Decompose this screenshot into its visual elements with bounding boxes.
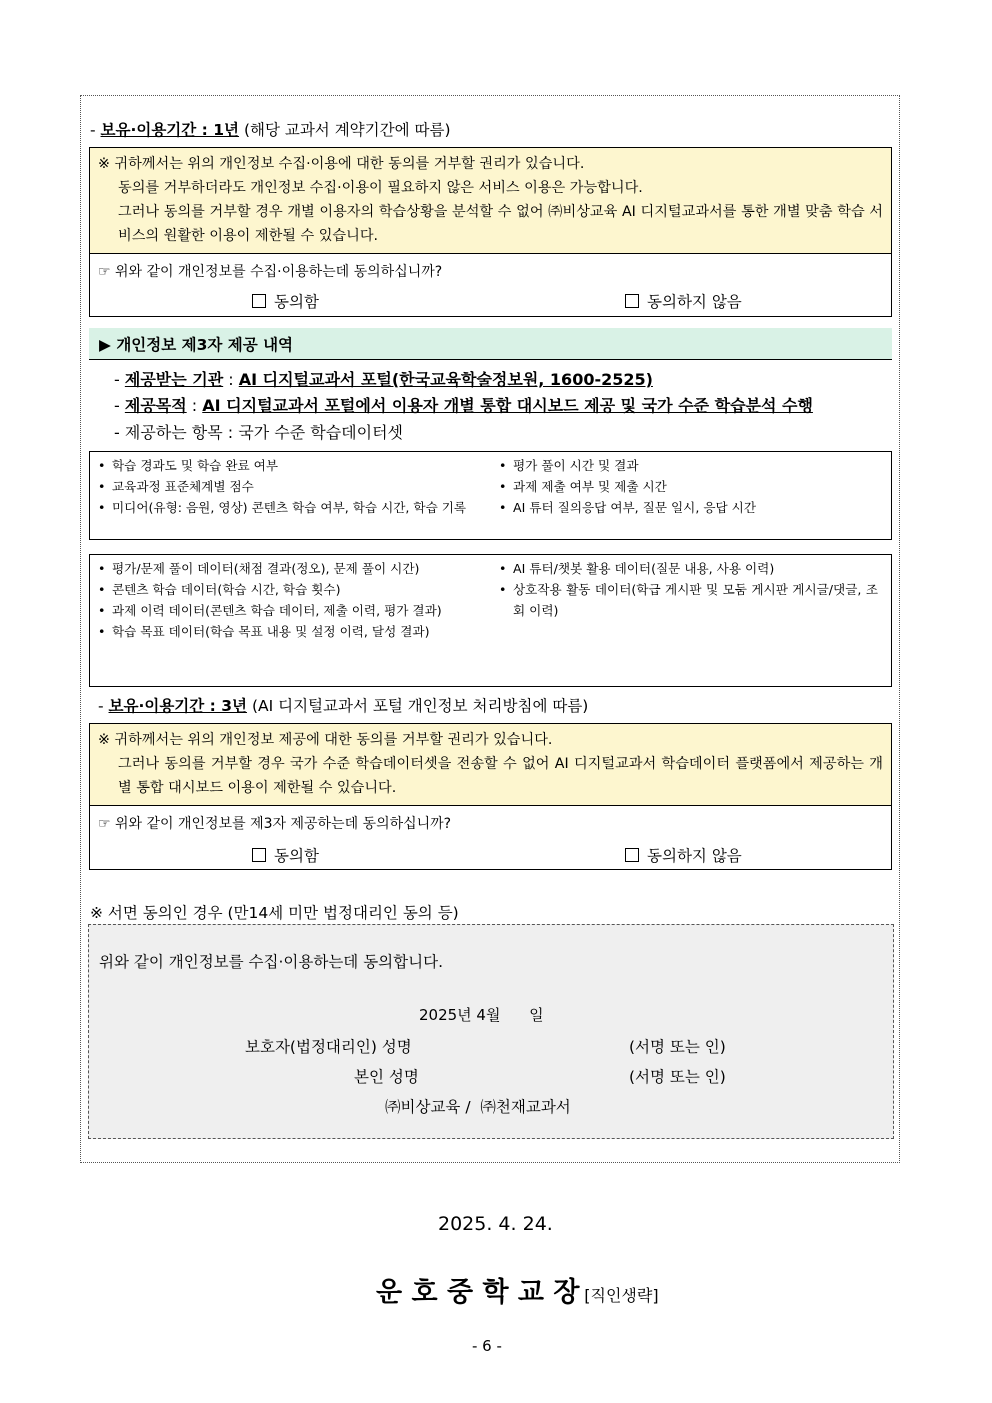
notice-1-line-2: 동의를 거부하더라도 개인정보 수집·이용이 필요하지 않은 서비스 이용은 가능합니다. xyxy=(118,180,643,196)
list-item: • 콘텐츠 학습 데이터(학습 시간, 학습 횟수) xyxy=(92,579,482,600)
consent-2-agree-option[interactable]: 동의함 xyxy=(252,844,319,866)
list-item: • 미디어(유형: 음원, 영상) 콘텐츠 학습 여부, 학습 시간, 학습 기록 xyxy=(92,497,482,518)
self-signature: (서명 또는 인) xyxy=(629,1068,726,1086)
third-party-heading: ▶ 개인정보 제3자 제공 내역 xyxy=(89,328,892,360)
items-box-1 xyxy=(89,451,892,540)
notice-box-1 xyxy=(89,147,892,254)
notice-2-line-1: ※ 귀하께서는 위의 개인정보 제공에 대한 동의를 거부할 권리가 있습니다. xyxy=(98,732,553,748)
list-item: • AI 튜터 질의응답 여부, 질문 일시, 응답 시간 xyxy=(493,497,878,518)
checkbox-icon[interactable] xyxy=(252,294,266,308)
guardian-name-label: 보호자(법정대리인) 성명 xyxy=(245,1038,412,1056)
items-box-2 xyxy=(89,554,892,687)
principal-title: 운 호 중 학 교 장 xyxy=(376,1277,580,1308)
list-item: • 학습 목표 데이터(학습 목표 내용 및 설정 이력, 달성 결과) xyxy=(92,621,482,642)
list-item: • 평가/문제 풀이 데이터(채점 결과(정오), 문제 풀이 시간) xyxy=(92,558,482,579)
consent-1-agree-option[interactable]: 동의함 xyxy=(252,290,319,312)
list-item: • 상호작용 활동 데이터(학급 게시판 및 모둠 게시판 게시글/댓글, 조회 이력) xyxy=(493,579,878,621)
document-date: 2025. 4. 24. xyxy=(438,1213,553,1235)
notice-box-2 xyxy=(89,723,892,806)
consent-box-2 xyxy=(89,806,892,870)
notice-2-line-2: 그러나 동의를 거부할 경우 국가 수준 학습데이터셋을 전송할 수 없어 AI 디지털교과서 학습데이터 플랫폼에서 제공하는 개별 통합 대시보드 이용이 제한될 수 있습니다. xyxy=(118,756,883,796)
checkbox-icon[interactable] xyxy=(625,294,639,308)
company-names: ㈜비상교육 / ㈜천재교과서 xyxy=(385,1098,571,1116)
seal-omitted-note: [직인생략] xyxy=(584,1286,659,1305)
page-number: - 6 - xyxy=(472,1337,502,1355)
provided-items-line: - 제공하는 항목 : 국가 수준 학습데이터셋 xyxy=(114,423,403,442)
retention-period-1: - 보유·이용기간 : 1년 (해당 교과서 계약기간에 따름) xyxy=(90,121,451,139)
list-item: • 교육과정 표준체계별 점수 xyxy=(92,476,482,497)
notice-1-line-1: ※ 귀하께서는 위의 개인정보 수집·이용에 대한 동의를 거부할 권리가 있습니다. xyxy=(98,156,585,172)
consent-1-disagree-option[interactable]: 동의하지 않음 xyxy=(625,290,742,312)
purpose-line: - 제공목적 : AI 디지털교과서 포털에서 이용자 개별 통합 대시보드 제공 및 국가 수준 학습분석 수행 xyxy=(114,396,813,415)
list-item: • 과제 이력 데이터(콘텐츠 학습 데이터, 제출 이력, 평가 결과) xyxy=(92,600,482,621)
list-item: • AI 튜터/챗봇 활용 데이터(질문 내용, 사용 이력) xyxy=(493,558,878,579)
consent-statement: 위와 같이 개인정보를 수집·이용하는데 동의합니다. xyxy=(99,953,443,971)
self-name-label: 본인 성명 xyxy=(354,1068,419,1086)
list-item: • 평가 풀이 시간 및 결과 xyxy=(493,455,878,476)
written-consent-heading: ※ 서면 동의인 경우 (만14세 미만 법정대리인 동의 등) xyxy=(90,904,459,922)
checkbox-icon[interactable] xyxy=(625,848,639,862)
consent-1-question: ☞ 위와 같이 개인정보를 수집·이용하는데 동의하십니까? xyxy=(98,264,443,280)
consent-box-1 xyxy=(89,254,892,317)
notice-1-line-3: 그러나 동의를 거부할 경우 개별 이용자의 학습상황을 분석할 수 없어 ㈜비상교육 AI 디지털교과서를 통한 개별 맞춤 학습 서비스의 원활한 이용이 제한될 수 있습니다. xyxy=(118,204,883,244)
list-item: • 과제 제출 여부 및 제출 시간 xyxy=(493,476,878,497)
guardian-signature: (서명 또는 인) xyxy=(629,1038,726,1056)
retention-period-2: - 보유·이용기간 : 3년 (AI 디지털교과서 포털 개인정보 처리방침에 따름) xyxy=(98,697,589,715)
consent-2-question: ☞ 위와 같이 개인정보를 제3자 제공하는데 동의하십니까? xyxy=(98,816,452,832)
consent-2-disagree-option[interactable]: 동의하지 않음 xyxy=(625,844,742,866)
principal-signature-line xyxy=(376,1270,659,1309)
checkbox-icon[interactable] xyxy=(252,848,266,862)
list-item: • 학습 경과도 및 학습 완료 여부 xyxy=(92,455,482,476)
written-consent-box xyxy=(88,924,894,1139)
recipient-line: - 제공받는 기관 : AI 디지털교과서 포털(한국교육학술정보원, 1600-2525) xyxy=(114,370,653,389)
consent-date: 2025년 4월 일 xyxy=(419,1006,544,1024)
